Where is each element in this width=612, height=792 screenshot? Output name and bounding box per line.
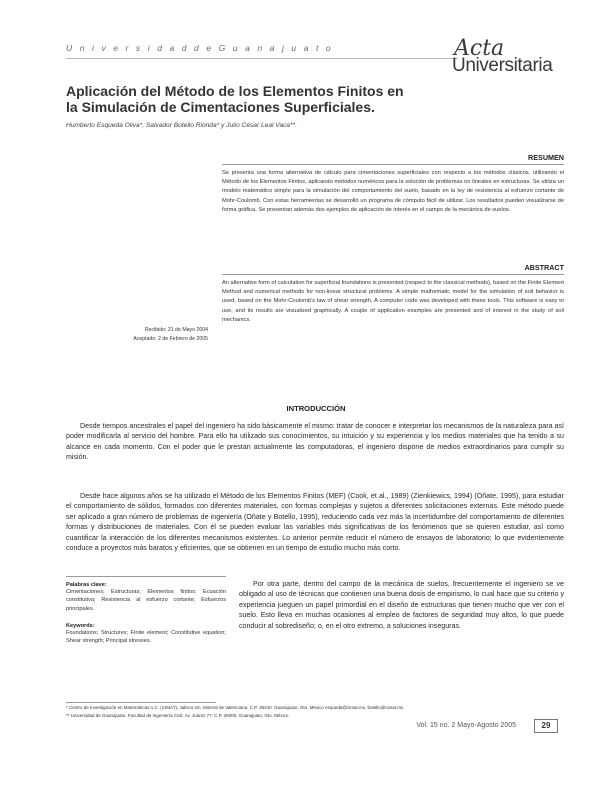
article-dates [86, 326, 208, 343]
intro-paragraph-1: Desde tiempos ancestrales el papel del ingeniero ha sido básicamente el mismo: tratar de conocer e interpretar los mecanismos de la naturaleza para así poder modificarla al servicio del hombre. Para ello ha utilizado sus conocimientos, su intuición y su experiencia y los medios materiales que ha tenido a su alcance en cada momento. Con el poder que le prestan actualmente las computadoras, el ingeniero dispone de medios extraordinarios para cumplir su misión. [66, 422, 564, 462]
keywords-block [66, 582, 226, 645]
keywords-es-label: Palabras clave: [66, 582, 107, 588]
accepted-date: Aceptado: 2 de Febrero de 2005 [133, 335, 208, 342]
journal-logo [452, 38, 564, 82]
title-line-1: Aplicación del Método de los Elementos Finitos en [66, 83, 404, 99]
authors: Humberto Esqueda Oliva*, Salvador Botello Rionda* y Julio César Leal Vaca**. [66, 122, 298, 129]
logo-universitaria: Universitaria [452, 55, 553, 76]
intro-heading: INTRODUCCIÓN [286, 404, 346, 413]
resumen-text: Se presenta una forma alternativa de cálculo para cimentaciones superficiales con respecto a los métodos clásicos, utilizando el Método de los Elementos Finitos, aplicando métodos numéricos para la solución de problemas no lineales en estructuras. Se utiliza un modelo matemático simple para la simulación del comportamiento del suelo, basado en la ley de resistencia al esfuerzo cortante de Mohr-Coulomb. Con estas herramientas se desarrolló un programa de cómputo fácil de utilizar. Los resultados pueden visualizarse de forma gráfica. Se presentan además dos ejemplos de aplicación de interés en el campo de la mecánica de suelos. [222, 170, 564, 213]
abstract-text: An alternative form of calculation for superficial foundations is presented (respect to the classical methods), based on the Finite Element Method and numerical methods for non-linear structural problems. A simple mathematic model for the simulation of soil behavior is used, based on the Mohr-Coulomb's law of shear strength. A computer code was developed with these tools. This software is easy to use, and its results are visualized graphically. A couple of application examples are presented and of interest in the study of soil mechanics. [222, 280, 564, 323]
keywords-rule [66, 576, 226, 577]
logo-acta: Acta [454, 36, 505, 61]
resumen-heading: RESUMEN [528, 153, 564, 162]
header-rule [66, 58, 458, 59]
keywords-en-label: Keywords: [66, 622, 95, 629]
abstract-rule [222, 274, 564, 275]
university-name: U n i v e r s i d a d d e G u a n a j u a t o [66, 43, 334, 53]
title-line-2: la Simulación de Cimentaciones Superficiales. [66, 99, 375, 115]
keywords-en-text: Foundations; Structures; Finite element; Constitutive equation; Shear strength; Principal stresses. [66, 629, 226, 645]
resumen-rule [222, 164, 564, 165]
footnote-1: * Centro de Investigación en Matemáticas A.C. (CIMAT), Jalisco s/n, Mineral de Valenciana. C.P. 36240. Guanajuato, Gto. México esqueda@cimat.mx, botello@cimat.mx [66, 705, 404, 710]
keywords-es-text: Cimentaciones; Estructuras; Elementos finitos; Ecuación constitutiva; Resistencia al esfuerzo cortante; Esfuerzos principales. [66, 589, 226, 612]
volume-info: Vol. 15 no. 2 Mayo-Agosto 2005 [416, 722, 516, 729]
footnote-rule [66, 702, 216, 703]
article-title [66, 83, 506, 115]
abstract-heading: ABSTRACT [524, 263, 564, 272]
intro-paragraph-2: Desde hace algunos años se ha utilizado el Método de los Elementos Finitos (MEF) (Cook, et al., 1989) (Zienkiewics, 1994) (Oñate, 1995), para estudiar el comportamiento de sólidos, formados con diferentes materiales, con formas complejas y sujetos a diferentes solicitaciones externas. Este método puede ser aplicado a gran número de problemas de ingeniería (Oñate y Botello, 1995), reduciendo cada vez más la incertidumbre del comportamiento de diferentes formas y distribuciones de materiales. Con él se pueden evaluar las variables más significativas de los fenómenos que se quieren estudiar, así como cuantificar la interacción de los diferentes mecanismos existentes. Lo anterior permite reducir el número de ensayos de laboratorio; lo que evidentemente conduce a proyectos más baratos y eficientes, que se obtienen en un tiempo de estudio mucho más corto. [66, 492, 564, 553]
received-date: Recibido: 21 de Mayo 2004 [144, 327, 208, 333]
intro-paragraph-3: Por otra parte, dentro del campo de la mecánica de suelos, frecuentemente el ingeniero se ve obligado al uso de técnicas que contienen una buena dosis de empirismo, lo cual hace que su criterio y experiencia jueguen un papel primordial en el diseño de estructuras que tienen mucho que ver con el suelo. Esto lleva en muchas ocasiones al empleo de factores de seguridad muy altos, lo que puede conducir al sobrediseño; o, en el otro extremo, a soluciones inseguras. [239, 580, 564, 630]
page-number: 29 [534, 719, 558, 733]
footnote-2: ** Universidad de Guanajuato. Facultad de Ingeniería Civil. Av. Juárez 77. C.P. 36000. Guanajuato, Gto. México. [66, 713, 290, 718]
